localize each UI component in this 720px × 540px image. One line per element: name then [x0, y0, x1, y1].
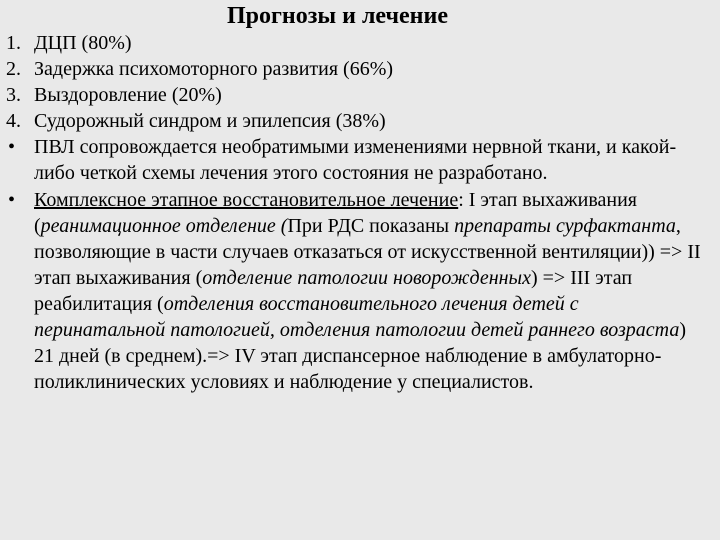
list-item-text: ДЦП (80%) [34, 32, 132, 54]
content-list [0, 30, 720, 395]
bullet-item-text: ПВЛ сопровождается необратимыми изменениями нервной ткани, и какой-либо четкой схемы лечения этого состояния не разработано. [34, 136, 677, 184]
list-item [0, 56, 720, 82]
text-segment-italic: отделение патологии новорожденных [202, 267, 531, 289]
list-number: 1. [6, 32, 21, 54]
text-segment: , позволяющие в части случаев отказаться от искусственной вентиляции)) => II этап выхаживания ( [34, 215, 701, 289]
text-segment: При РДС показаны [287, 215, 455, 237]
text-segment-italic: реанимационное отделение ( [40, 215, 288, 237]
list-number: 3. [6, 84, 21, 106]
text-segment-italic: препараты сурфактанта [454, 215, 676, 237]
bullet-marker: • [8, 136, 16, 158]
text-segment: : I этап выхаживания ( [34, 189, 637, 237]
bullet-item-treatment [0, 187, 720, 395]
text-segment-italic: отделения восстановительного лечения детей с перинатальной патологией, отделения патологии детей раннего возраста [34, 293, 680, 341]
list-item [0, 30, 720, 56]
list-item [0, 82, 720, 108]
slide-title: Прогнозы и лечение [227, 3, 448, 29]
bullet-marker: • [8, 189, 16, 211]
text-segment: ) 21 дней (в среднем).=> IV этап диспансерное наблюдение в амбулаторно-поликлинических условиях и наблюдение у специалистов. [34, 319, 687, 393]
treatment-heading: Комплексное этапное восстановительное лечение [34, 189, 459, 211]
text-segment: ) => III этап реабилитация ( [34, 267, 633, 315]
bullet-item-pvl [0, 134, 720, 186]
list-item-text: Выздоровление (20%) [34, 84, 222, 106]
list-item-text: Задержка психомоторного развития (66%) [34, 58, 394, 80]
list-item [0, 108, 720, 134]
treatment-text [34, 189, 701, 393]
list-item-text: Судорожный синдром и эпилепсия (38%) [34, 110, 386, 132]
list-number: 2. [6, 58, 21, 80]
list-number: 4. [6, 110, 21, 132]
